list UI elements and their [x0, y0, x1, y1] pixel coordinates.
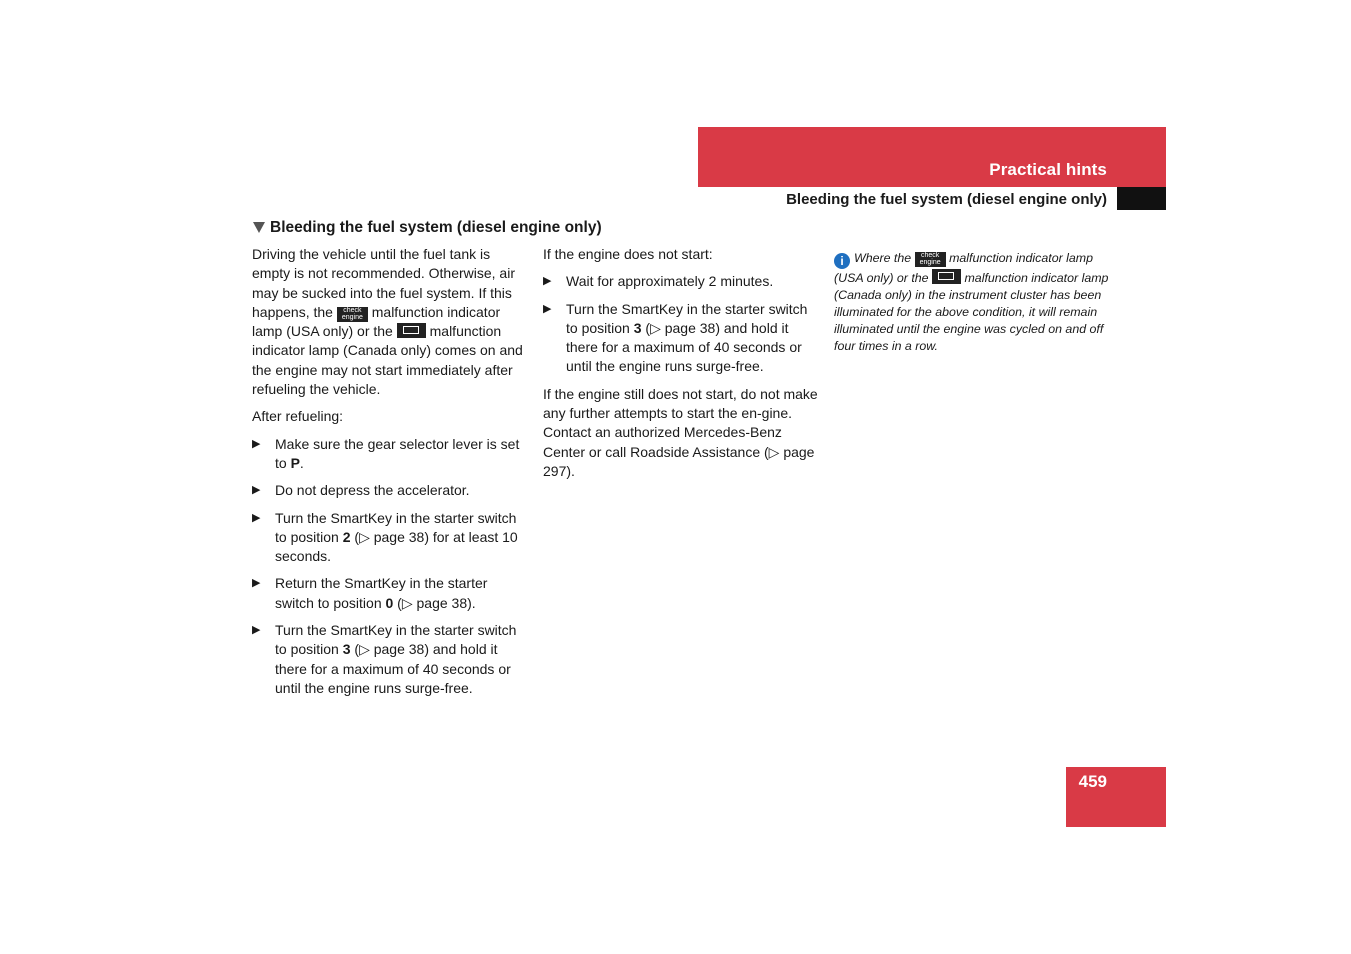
info-note [834, 250, 1110, 355]
column-middle [543, 245, 819, 489]
list-item [252, 574, 527, 613]
note-text-a: Where the [854, 251, 912, 265]
still-not-start-paragraph: If the engine still does not start, do not make any further attempts to start the en-gine. Contact an authorized Mercedes-Benz Center or call Roadside Assistance (▷ page 297). [543, 385, 818, 479]
bullet-arrow-icon: ▶ [252, 511, 261, 524]
engine-symbol-icon [932, 269, 961, 284]
check-engine-icon [915, 252, 946, 267]
list-item [252, 481, 527, 500]
intro-text-b: malfunction indicator lamp (USA only) or the [252, 303, 501, 340]
page-heading [253, 219, 602, 237]
item-bold: P [290, 454, 300, 471]
note-text-b: malfunction indicator lamp (USA only) or the [834, 251, 1094, 285]
intro-text-c: malfunction indicator lamp (Canada only) comes on and the engine may not start immediately after refueling the vehicle. [252, 323, 523, 398]
check-engine-line2: engine [341, 313, 363, 321]
intro-text-a: Driving the vehicle until the fuel tank is empty is not recommended. Otherwise, air may be sucked into the fuel system. If this happens, the [252, 246, 515, 320]
section-title: Bleeding the fuel system (diesel engine only) [786, 191, 1107, 208]
page-number: 459 [1078, 772, 1107, 791]
list-item [252, 435, 527, 474]
if-not-start-label: If the engine does not start: [543, 246, 713, 262]
bullet-arrow-icon: ▶ [543, 275, 552, 288]
intro-paragraph [252, 245, 527, 399]
column-left [252, 245, 527, 706]
item-text-end: (▷ page 38) and hold it there for a maximum of 40 seconds or until the engine runs surge-free. [566, 319, 802, 375]
item-bold: 0 [385, 594, 394, 611]
info-icon: i [834, 253, 850, 269]
list-item [252, 509, 527, 567]
item-text: Do not depress the accelerator. [275, 482, 470, 499]
check-engine-icon [337, 307, 368, 322]
item-text: Wait for approximately 2 minutes. [566, 273, 774, 290]
check-engine-line2: engine [919, 259, 941, 266]
bullet-arrow-icon: ▶ [252, 577, 261, 590]
list-item [543, 272, 819, 291]
list-item [543, 300, 819, 377]
bullet-arrow-icon: ▶ [252, 437, 261, 450]
check-engine-line1: check [343, 306, 362, 314]
item-bold: 3 [633, 319, 642, 336]
item-text-end: (▷ page 38) and hold it there for a maximum of 40 seconds or until the engine runs surge-free. [275, 641, 511, 696]
chapter-title: Practical hints [989, 160, 1107, 179]
note-text-c: malfunction indicator lamp (Canada only) in the instrument cluster has been illuminated for the above condition, it will remain illuminated until the engine was cycled on and off four times in a row. [834, 271, 1109, 353]
item-text-end: (▷ page 38). [393, 594, 476, 611]
engine-symbol-icon [397, 323, 426, 338]
item-text: Turn the SmartKey in the starter switch to position [275, 622, 517, 658]
after-refueling-label: After refueling: [252, 408, 344, 425]
section-marker-tab [1117, 187, 1166, 210]
bullet-arrow-icon: ▶ [252, 484, 261, 497]
item-bold: 2 [342, 528, 351, 545]
bullet-arrow-icon: ▶ [252, 624, 261, 637]
item-text: Return the SmartKey in the starter switch to position [275, 575, 488, 611]
item-text-end: . [299, 454, 304, 471]
item-text: Make sure the gear selector lever is set to [275, 435, 520, 471]
item-text: Turn the SmartKey in the starter switch to position [566, 300, 808, 336]
item-text: Turn the SmartKey in the starter switch to position [275, 509, 517, 545]
item-bold: 3 [342, 641, 351, 658]
triangle-down-icon [253, 222, 265, 233]
check-engine-line1: check [920, 252, 940, 259]
page-heading-text: Bleeding the fuel system (diesel engine only) [270, 219, 602, 236]
item-text-end: (▷ page 38) for at least 10 seconds. [275, 528, 518, 565]
list-item [252, 621, 527, 698]
bullet-arrow-icon: ▶ [543, 302, 552, 315]
